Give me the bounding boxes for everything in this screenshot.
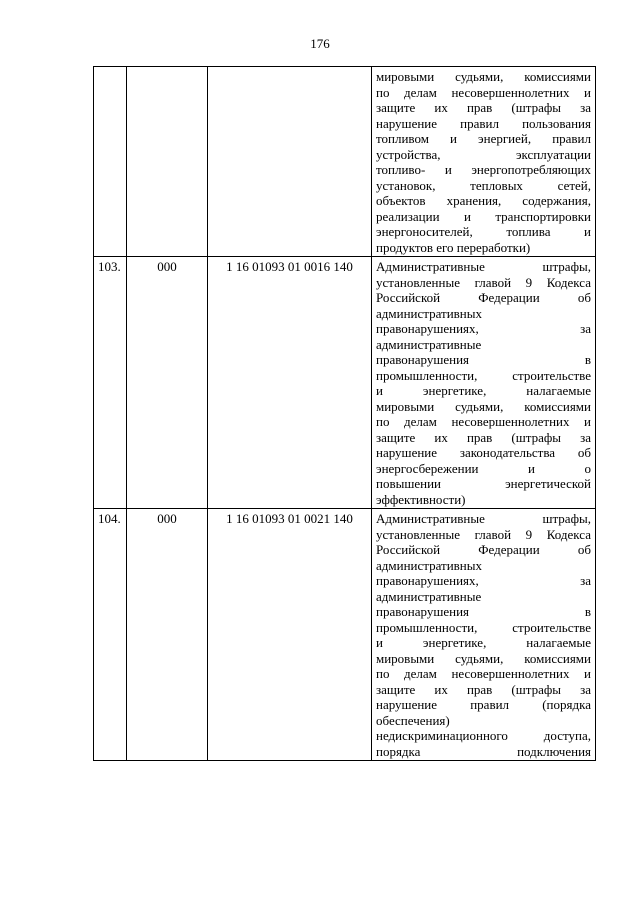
description-line: мировыми судьями, комиссиями (376, 398, 591, 414)
description-line: по делам несовершеннолетних и (376, 666, 591, 681)
description-line: недискриминационного доступа, (376, 728, 591, 743)
description-cell (372, 509, 596, 761)
description-line: топливом и энергией, правил (376, 131, 591, 146)
description-line: правонарушения в (376, 352, 591, 367)
description-line: продуктов его переработки) (376, 239, 531, 255)
table-row (94, 509, 596, 761)
description-line: мировыми судьями, комиссиями (376, 69, 591, 84)
description-line: защите их прав (штрафы за (376, 100, 591, 115)
description-line: объектов хранения, содержания, (376, 193, 591, 208)
budget-code-cell: 1 16 01093 01 0021 140 (208, 509, 372, 761)
description-line: обеспечения) (376, 712, 450, 728)
description-line: административные (376, 336, 482, 352)
description-line: установок, тепловых сетей, (376, 177, 591, 193)
description-line: административные (376, 588, 482, 604)
description-line: нарушение законодательства об (376, 445, 591, 460)
description-line: по делам несовершеннолетних и (376, 84, 591, 100)
description-line: нарушение правил пользования (376, 115, 591, 131)
description-line: и энергетике, налагаемые (376, 383, 591, 398)
description-line: устройства, эксплуатации (376, 146, 591, 162)
row-number-cell: 104. (94, 509, 127, 761)
description-line: административных (376, 305, 482, 321)
description-line: установленные главой 9 Кодекса (376, 526, 591, 542)
description-line: мировыми судьями, комиссиями (376, 650, 591, 666)
admin-code-cell: 000 (127, 509, 208, 761)
table-row (94, 257, 596, 509)
budget-code-cell: 1 16 01093 01 0016 140 (208, 257, 372, 509)
row-number-cell (94, 67, 127, 257)
page-number: 176 (310, 36, 330, 51)
table-row (94, 67, 596, 257)
row-number-cell: 103. (94, 257, 127, 509)
table-body (94, 67, 596, 761)
admin-code-cell: 000 (127, 257, 208, 509)
description-line: установленные главой 9 Кодекса (376, 274, 591, 290)
description-line: правонарушениях, за (376, 573, 591, 588)
description-line: топливо- и энергопотребляющих (376, 162, 591, 177)
description-line: защите их прав (штрафы за (376, 681, 591, 697)
description-line: повышении энергетической (376, 476, 591, 491)
description-line: энергосбережении и о (376, 460, 591, 476)
description-line: порядка подключения (376, 743, 591, 759)
description-line: правонарушения в (376, 604, 591, 619)
admin-code-cell (127, 67, 208, 257)
description-line: энергоносителей, топлива и (376, 224, 591, 239)
description-line: Российской Федерации об (376, 542, 591, 557)
description-line: промышленности, строительстве (376, 367, 591, 383)
description-line: и энергетике, налагаемые (376, 635, 591, 650)
description-line: Административные штрафы, (376, 511, 591, 526)
revenue-codes-table (93, 66, 596, 761)
description-line: правонарушениях, за (376, 321, 591, 336)
description-line: административных (376, 557, 482, 573)
description-line: защите их прав (штрафы за (376, 429, 591, 445)
description-cell (372, 67, 596, 257)
description-line: промышленности, строительстве (376, 619, 591, 635)
description-line: нарушение правил (порядка (376, 697, 591, 712)
description-line: по делам несовершеннолетних и (376, 414, 591, 429)
description-line: Административные штрафы, (376, 259, 591, 274)
budget-code-cell (208, 67, 372, 257)
description-line: эффективности) (376, 491, 466, 507)
description-line: реализации и транспортировки (376, 208, 591, 224)
description-cell (372, 257, 596, 509)
description-line: Российской Федерации об (376, 290, 591, 305)
